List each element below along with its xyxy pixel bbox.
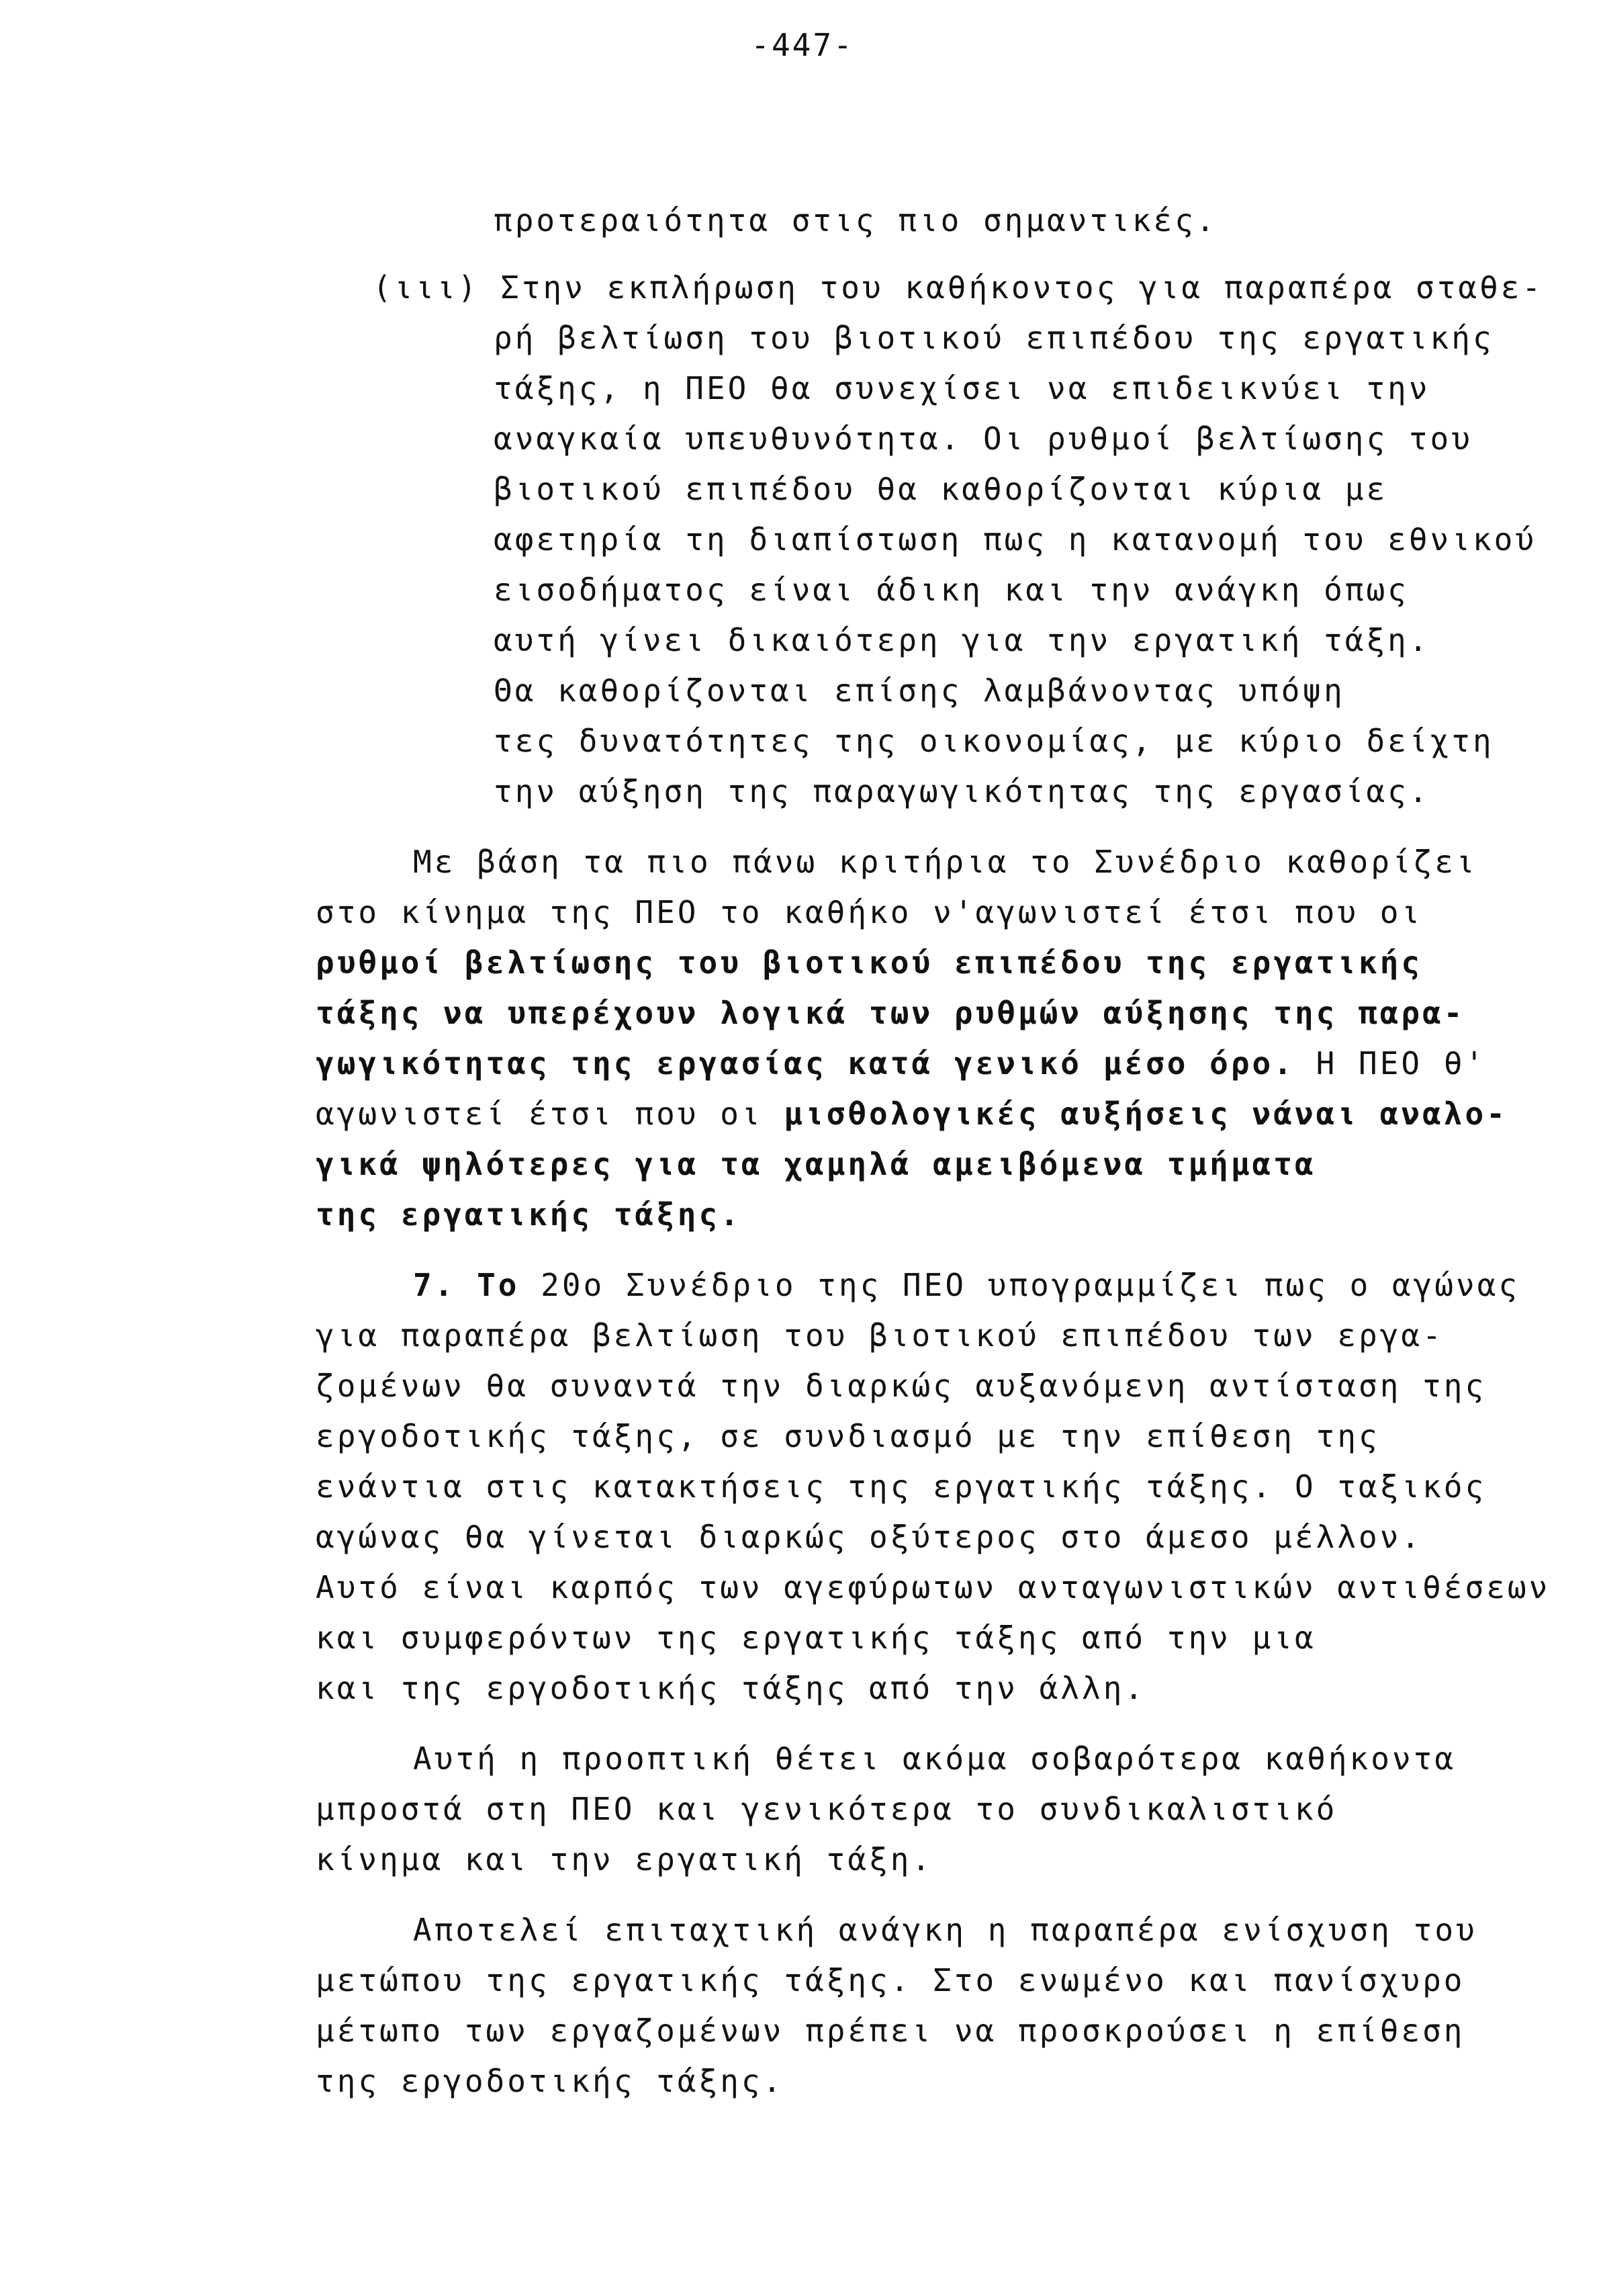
bold-text-segment: ρυθμοί βελτίωσης του βιοτικού επιπέδου της εργατικής	[316, 944, 1423, 981]
text-segment: και της εργοδοτικής τάξης από την άλλη.	[316, 1670, 1146, 1706]
text-segment: αφετηρία τη διαπίστωση πως η κατανομή του εθνικού	[494, 521, 1537, 558]
text-line	[316, 1569, 1550, 1606]
text-segment: στο κίνημα της ΠΕΟ το καθήκο ν'αγωνιστεί έτσι που οι	[316, 894, 1423, 930]
text-segment: αγωνιστεί έτσι που οι	[316, 1096, 784, 1132]
text-line	[494, 772, 1430, 810]
text-segment: Αποτελεί επιταχτική ανάγκη η παραπέρα ενίσχυση του	[413, 1912, 1477, 1948]
text-line	[316, 1417, 1380, 1455]
text-line	[413, 1266, 1520, 1304]
text-line	[494, 571, 1409, 609]
page-number: -447-	[751, 27, 854, 63]
bold-text-segment: γωγικότητας της εργασίας κατά γενικό μέσο όρο.	[316, 1045, 1295, 1081]
bold-text-segment: της εργατικής τάξης.	[316, 1196, 741, 1233]
text-line	[494, 369, 1430, 407]
text-line	[316, 1790, 1337, 1828]
text-line	[373, 269, 1543, 306]
text-line	[316, 1367, 1486, 1405]
text-segment: Αυτό είναι καρπός των αγεφύρωτων ανταγωνιστικών αντιθέσεων	[316, 1569, 1551, 1605]
text-line	[316, 1045, 1486, 1082]
text-segment: μπροστά στη ΠΕΟ και γενικότερα το συνδικαλιστικό	[316, 1791, 1338, 1827]
text-line	[316, 1518, 1422, 1556]
text-line	[494, 521, 1537, 558]
text-line	[494, 672, 1345, 709]
text-segment: 20ο Συνέδριο της ΠΕΟ υπογραμμίζει πως ο αγώνας	[519, 1267, 1520, 1303]
text-line	[413, 1911, 1477, 1949]
text-segment: εργοδοτικής τάξης, σε συνδιασμό με την επίθεση της	[316, 1418, 1380, 1454]
text-segment: τάξης, η ΠΕΟ θα συνεχίσει να επιδεικνύει την	[494, 370, 1430, 406]
bold-text-segment: μισθολογικές αυξήσεις νάναι αναλο-	[784, 1096, 1508, 1132]
text-segment: αγώνας θα γίνεται διαρκώς οξύτερος στο άμεσο μέλλον.	[316, 1519, 1423, 1555]
text-line	[316, 994, 1465, 1032]
text-line	[494, 420, 1473, 457]
text-line	[316, 1961, 1465, 1999]
text-segment: για παραπέρα βελτίωση του βιοτικού επιπέδου των εργα-	[316, 1317, 1444, 1354]
text-line	[494, 621, 1430, 659]
text-segment: Η ΠΕΟ θ'	[1294, 1045, 1487, 1081]
text-line	[494, 470, 1387, 508]
text-line	[494, 319, 1494, 357]
text-line	[316, 1317, 1444, 1354]
text-line	[316, 1468, 1486, 1505]
text-segment: αυτή γίνει δικαιότερη για την εργατική τάξη.	[494, 622, 1430, 658]
text-segment: τες δυνατότητες της οικονομίας, με κύριο δείχτη	[494, 723, 1494, 759]
text-segment: της εργοδοτικής τάξης.	[316, 2063, 784, 2099]
text-segment: κίνημα και την εργατική τάξη.	[316, 1841, 933, 1878]
text-segment: μετώπου της εργατικής τάξης. Στο ενωμένο και πανίσχυρο	[316, 1962, 1465, 1998]
text-line	[494, 722, 1494, 760]
text-line	[494, 202, 1218, 239]
text-line	[316, 1619, 1316, 1657]
text-line	[316, 944, 1422, 981]
text-segment: μέτωπο των εργαζομένων πρέπει να προσκρούσει η επίθεση	[316, 2013, 1465, 2049]
bold-text-segment: τάξης να υπερέχουν λογικά των ρυθμών αύξησης της παρα-	[316, 995, 1465, 1031]
text-segment: την αύξηση της παραγωγικότητας της εργασίας.	[494, 773, 1430, 809]
text-segment: ρή βελτίωση του βιοτικού επιπέδου της εργατικής	[494, 320, 1494, 356]
text-segment: Αυτή η προοπτική θέτει ακόμα σοβαρότερα καθήκοντα	[413, 1740, 1457, 1777]
text-line	[316, 1095, 1508, 1133]
text-segment: Θα καθορίζονται επίσης λαμβάνοντας υπόψη	[494, 672, 1345, 709]
text-segment: αναγκαία υπευθυνότητα. Οι ρυθμοί βελτίωσης του	[494, 421, 1473, 457]
text-segment: εισοδήματος είναι άδικη και την ανάγκη όπως	[494, 572, 1409, 608]
text-line	[316, 1145, 1316, 1183]
text-segment: και συμφερόντων της εργατικής τάξης από την μια	[316, 1620, 1316, 1656]
text-line	[413, 1740, 1456, 1777]
text-segment: βιοτικού επιπέδου θα καθορίζονται κύρια με	[494, 471, 1388, 507]
text-segment: ζομένων θα συναντά την διαρκώς αυξανόμενη αντίσταση της	[316, 1368, 1487, 1404]
text-line	[316, 1196, 741, 1233]
text-line	[413, 843, 1477, 881]
text-line	[316, 2012, 1465, 2049]
bold-text-segment: γικά ψηλότερες για τα χαμηλά αμειβόμενα τμήματα	[316, 1146, 1316, 1182]
text-line	[316, 893, 1422, 931]
text-line	[316, 1841, 933, 1878]
text-segment: (ιιι) Στην εκπλήρωση του καθήκοντος για παραπέρα σταθε-	[373, 269, 1544, 306]
text-line	[316, 1669, 1146, 1707]
text-line	[316, 2062, 784, 2100]
text-segment: ενάντια στις κατακτήσεις της εργατικής τάξης. Ο ταξικός	[316, 1468, 1487, 1505]
bold-text-segment: 7. Το	[413, 1267, 520, 1303]
text-segment: προτεραιότητα στις πιο σημαντικές.	[494, 202, 1218, 238]
text-segment: Με βάση τα πιο πάνω κριτήρια το Συνέδριο καθορίζει	[413, 844, 1477, 880]
